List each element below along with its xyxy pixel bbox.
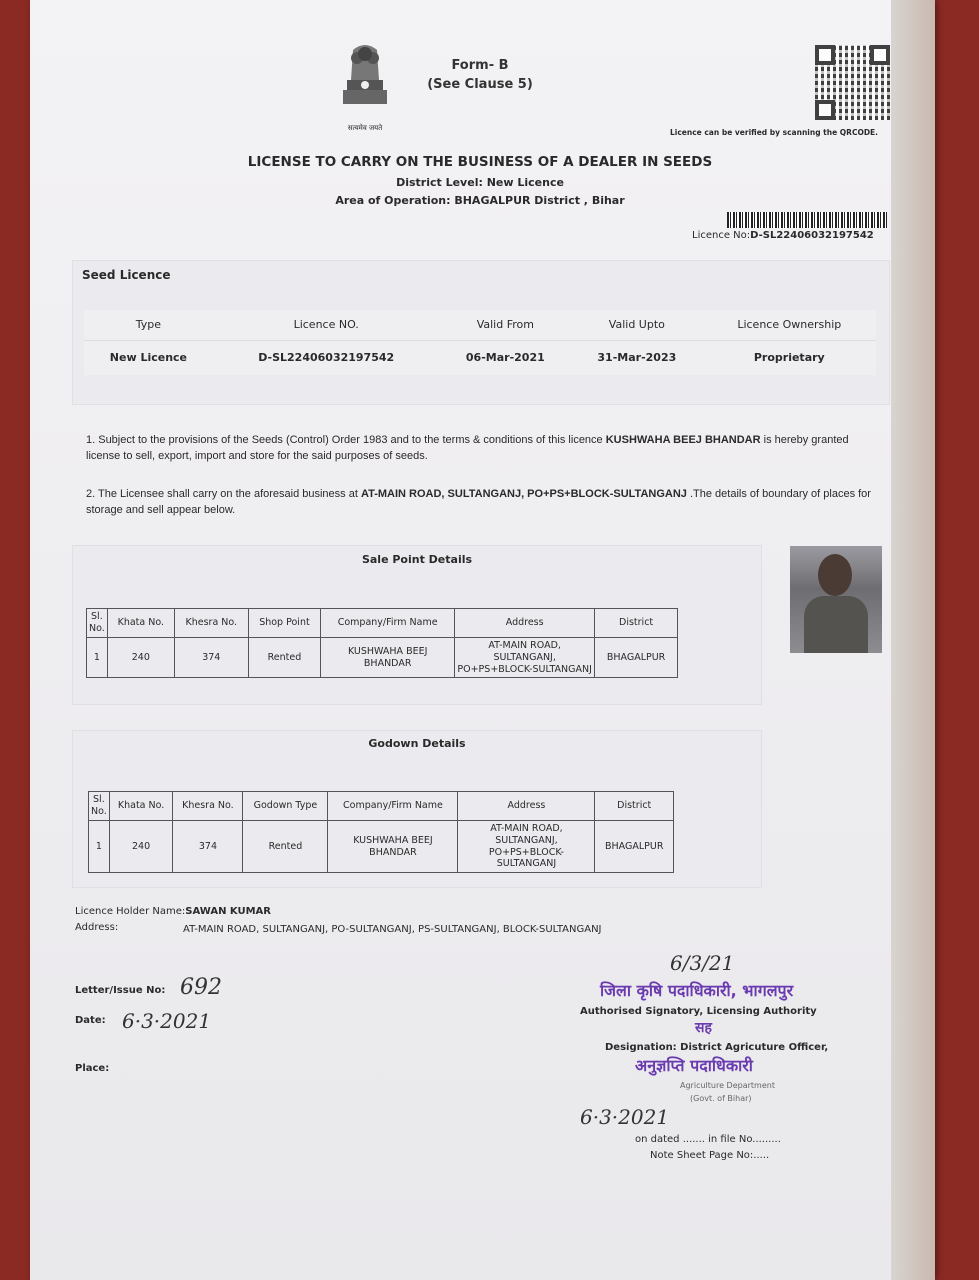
letter-issue-label: Letter/Issue No: [75, 985, 166, 996]
licence-document [30, 0, 935, 1280]
col-licence-no: Licence NO. [293, 318, 359, 332]
holder-name: SAWAN KUMAR [185, 906, 271, 917]
term-1-text: 1. Subject to the provisions of the Seeds (Control) Order 1983 and to the terms & conditions of this licence [86, 434, 606, 446]
cell-khesra: 374 [174, 637, 248, 678]
lion-capital-icon [335, 40, 395, 120]
area-of-operation: Area of Operation: BHAGALPUR District , Bihar [335, 194, 625, 207]
date-value: 6·3·2021 [122, 1009, 212, 1033]
cell-godown-type: Rented [243, 820, 328, 873]
licence-no-label: Licence No: [692, 230, 751, 241]
table-row [87, 637, 678, 678]
th-khesra: Khesra No. [173, 792, 243, 821]
term-1-end: is hereby granted license to sell, export, import and store for the said purposes of seeds. [86, 434, 849, 462]
term-2-end: .The details of boundary of places for storage and sell appear below. [86, 488, 871, 516]
national-emblem [335, 40, 395, 133]
authority-line-5: on dated ....... in file No......... [635, 1134, 781, 1145]
barcode-licence-no [692, 230, 874, 241]
cell-sl: 1 [89, 820, 110, 873]
th-khata: Khata No. [109, 792, 173, 821]
holder-address: AT-MAIN ROAD, SULTANGANJ, PO-SULTANGANJ, PS-SULTANGANJ, BLOCK-SULTANGANJ [183, 924, 602, 935]
firm-name: KUSHWAHA BEEJ BHANDAR [605, 434, 761, 446]
date-label: Date: [75, 1015, 106, 1026]
cell-firm: KUSHWAHA BEEJ BHANDAR [328, 820, 458, 873]
cell-sl: 1 [87, 637, 108, 678]
holder-name-label: Licence Holder Name: [75, 906, 186, 917]
document-title: LICENSE TO CARRY ON THE BUSINESS OF A DEALER IN SEEDS [247, 154, 713, 170]
th-khata: Khata No. [107, 609, 174, 638]
th-district: District [595, 609, 678, 638]
th-firm: Company/Firm Name [328, 792, 458, 821]
th-address: Address [458, 792, 595, 821]
authority-line-3: Agriculture Department [680, 1081, 775, 1090]
th-district: District [595, 792, 674, 821]
holder-address-label: Address: [75, 922, 119, 933]
authority-line-2: Designation: District Agricuture Officer, [605, 1042, 829, 1053]
term-2-text: 2. The Licensee shall carry on the aforesaid business at [86, 488, 361, 500]
cell-khata: 240 [107, 637, 174, 678]
sale-point-table [86, 608, 678, 678]
qr-note: Licence can be verified by scanning the QRCODE. [670, 128, 879, 137]
paper-edge [891, 0, 935, 1280]
valid-from-value: 06-Mar-2021 [465, 351, 545, 365]
cell-address: AT-MAIN ROAD, SULTANGANJ, PO+PS+BLOCK-SULTANGANJ [458, 820, 595, 873]
th-firm: Company/Firm Name [321, 609, 455, 638]
valid-upto-value: 31-Mar-2023 [597, 351, 677, 365]
barcode [727, 212, 887, 228]
term-1 [86, 432, 876, 464]
term-2 [86, 486, 876, 518]
holder-photo [790, 546, 882, 653]
th-address: Address [455, 609, 595, 638]
stamp-line-2: सह [695, 1020, 712, 1036]
godown-table [88, 791, 674, 873]
authority-line-6: Note Sheet Page No:..... [650, 1150, 770, 1161]
business-address: AT-MAIN ROAD, SULTANGANJ, PO+PS+BLOCK-SULTANGANJ [360, 488, 687, 500]
cell-firm: KUSHWAHA BEEJ BHANDAR [321, 637, 455, 678]
col-ownership: Licence Ownership [737, 318, 842, 332]
cell-khata: 240 [109, 820, 173, 873]
th-sl: Sl. No. [87, 609, 108, 638]
col-type: Type [135, 318, 162, 332]
licence-no-cell: D-SL22406032197542 [258, 351, 395, 365]
licence-level: District Level: New Licence [396, 176, 564, 189]
cell-address: AT-MAIN ROAD, SULTANGANJ, PO+PS+BLOCK-SULTANGANJ [455, 637, 595, 678]
seed-licence-table [84, 310, 876, 375]
signature-date-2: 6·3·2021 [580, 1105, 670, 1129]
godown-heading: Godown Details [368, 737, 466, 750]
cell-district: BHAGALPUR [595, 820, 674, 873]
licence-no-value: D-SL22406032197542 [750, 230, 874, 241]
cell-khesra: 374 [173, 820, 243, 873]
qr-code[interactable] [815, 45, 890, 120]
place-label: Place: [75, 1063, 110, 1074]
letter-issue-value: 692 [180, 975, 222, 1000]
sale-point-heading: Sale Point Details [361, 553, 473, 566]
cell-shop: Rented [248, 637, 320, 678]
ownership-value: Proprietary [753, 351, 825, 365]
form-label: Form- B [451, 58, 509, 73]
emblem-motto: सत्यमेव जयते [347, 124, 383, 132]
type-value: New Licence [109, 351, 188, 365]
authority-line-1: Authorised Signatory, Licensing Authority [580, 1006, 817, 1017]
th-godown-type: Godown Type [243, 792, 328, 821]
clause-label: (See Clause 5) [427, 77, 533, 92]
table-row [89, 820, 674, 873]
th-shop: Shop Point [248, 609, 320, 638]
th-sl: Sl. No. [89, 792, 110, 821]
th-khesra: Khesra No. [174, 609, 248, 638]
stamp-line-1: जिला कृषि पदाधिकारी, भागलपुर [600, 981, 794, 1000]
col-valid-upto: Valid Upto [608, 318, 665, 332]
col-valid-from: Valid From [476, 318, 534, 332]
seed-licence-heading: Seed Licence [82, 268, 171, 282]
holder-name-row [75, 906, 271, 918]
signature-date: 6/3/21 [670, 951, 735, 975]
stamp-line-3: अनुज्ञप्ति पदाधिकारी [635, 1056, 753, 1075]
cell-district: BHAGALPUR [595, 637, 678, 678]
authority-line-4: (Govt. of Bihar) [690, 1094, 752, 1103]
